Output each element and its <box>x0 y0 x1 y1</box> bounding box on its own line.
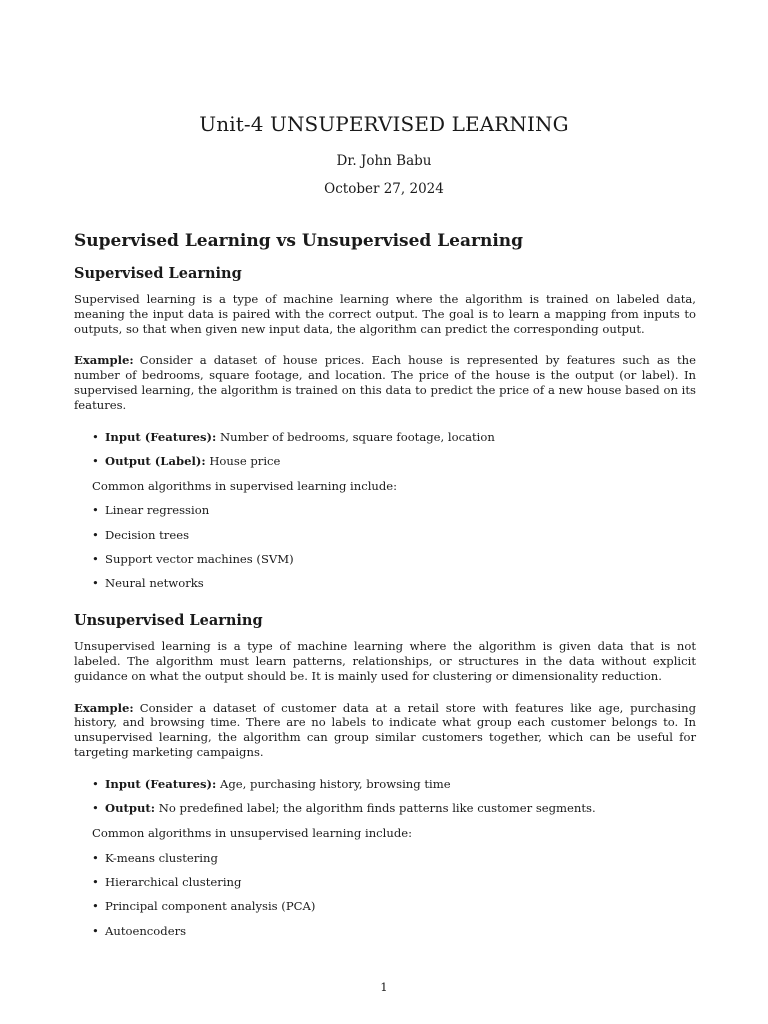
example-label: Example: <box>74 700 134 715</box>
bullet-icon: • <box>92 527 99 542</box>
supervised-example <box>74 353 696 412</box>
bullet-icon: • <box>92 576 99 591</box>
unsupervised-algorithms-list <box>74 851 696 939</box>
list-item <box>92 875 696 890</box>
list-item <box>92 899 696 914</box>
list-item <box>92 576 696 591</box>
supervised-definition: Supervised learning is a type of machine learning where the algorithm is trained on labeled data, meaning the input data is paired with the correct output. The goal is to learn a mapping from inputs to outputs, so that when given new input data, the algorithm can predict the corresponding output. <box>74 292 696 336</box>
list-item <box>92 528 696 543</box>
document-date: October 27, 2024 <box>324 181 444 197</box>
algorithm-name: Hierarchical clustering <box>105 874 242 889</box>
io-label: Input (Features): <box>105 776 217 791</box>
io-label: Output: <box>105 801 156 816</box>
example-text: Consider a dataset of house prices. Each house is represented by features such as the number of bedrooms, square footage, and location. The price of the house is the output (or label). In supervised learning, the algorithm is trained on this data to predict the price of a new house based on its features. <box>74 353 696 412</box>
supervised-io-list <box>74 430 696 469</box>
bullet-icon: • <box>92 899 99 914</box>
list-item <box>92 454 696 469</box>
list-item <box>92 924 696 939</box>
algorithm-name: Decision trees <box>105 527 190 542</box>
algorithm-name: Neural networks <box>105 576 204 591</box>
supervised-algorithms-intro: Common algorithms in supervised learning include: <box>92 478 398 493</box>
algorithm-name: Principal component analysis (PCA) <box>105 899 316 914</box>
section-heading: Supervised Learning vs Unsupervised Learning <box>74 231 524 251</box>
algorithm-name: Support vector machines (SVM) <box>105 552 294 567</box>
io-text: House price <box>209 453 281 468</box>
example-label: Example: <box>74 353 134 368</box>
subsection-heading-unsupervised: Unsupervised Learning <box>74 612 263 630</box>
bullet-icon: • <box>92 453 99 468</box>
list-item <box>92 430 696 445</box>
list-item <box>92 503 696 518</box>
spacer <box>74 601 696 611</box>
io-text: Age, purchasing history, browsing time <box>220 776 451 791</box>
io-text: Number of bedrooms, square footage, location <box>220 429 495 444</box>
io-text: No predefined label; the algorithm finds patterns like customer segments. <box>158 801 596 816</box>
list-item <box>92 777 696 792</box>
list-item <box>92 801 696 816</box>
page-number: 1 <box>380 980 388 994</box>
bullet-icon: • <box>92 801 99 816</box>
subsection-heading-supervised: Supervised Learning <box>74 265 242 282</box>
example-text: Consider a dataset of customer data at a retail store with features like age, purchasing history, and browsing time. There are no labels to indicate what group each customer belongs to. In unsupervised learning, the algorithm can group similar customers together, which can be useful for targeting marketing campaigns. <box>74 700 696 759</box>
supervised-algorithms-list <box>74 503 696 591</box>
unsupervised-example <box>74 701 696 760</box>
bullet-icon: • <box>92 874 99 889</box>
list-item <box>92 552 696 567</box>
unsupervised-definition: Unsupervised learning is a type of machine learning where the algorithm is given data that is not labeled. The algorithm must learn patterns, relationships, or structures in the data without explicit guidance on what the output should be. It is mainly used for clustering or dimensionality reduction. <box>74 639 696 683</box>
algorithm-name: K-means clustering <box>105 850 218 865</box>
list-item <box>92 851 696 866</box>
bullet-icon: • <box>92 552 99 567</box>
algorithm-name: Autoencoders <box>105 923 187 938</box>
algorithm-name: Linear regression <box>105 503 210 518</box>
bullet-icon: • <box>92 923 99 938</box>
unsupervised-algorithms-intro: Common algorithms in unsupervised learning include: <box>92 825 413 840</box>
bullet-icon: • <box>92 850 99 865</box>
io-label: Output (Label): <box>105 453 206 468</box>
document-body <box>74 230 696 948</box>
bullet-icon: • <box>92 776 99 791</box>
document-title: Unit-4 UNSUPERVISED LEARNING <box>199 112 569 136</box>
document-author: Dr. John Babu <box>336 153 432 169</box>
io-label: Input (Features): <box>105 429 217 444</box>
bullet-icon: • <box>92 503 99 518</box>
bullet-icon: • <box>92 429 99 444</box>
unsupervised-io-list <box>74 777 696 816</box>
